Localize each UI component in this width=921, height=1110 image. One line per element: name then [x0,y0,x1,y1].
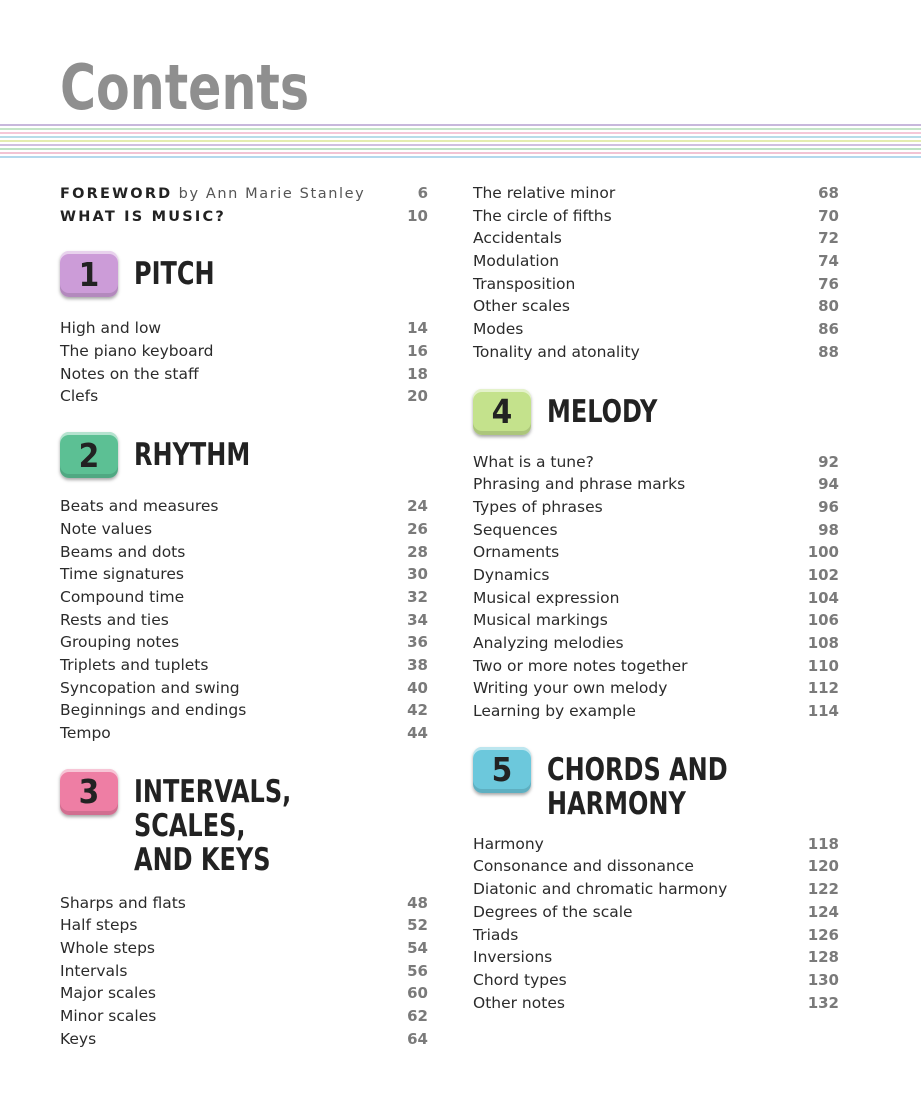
entry-page-number: 52 [407,916,428,935]
entry-title: Modulation [473,252,560,271]
entry-page-number: 122 [807,880,839,899]
entry-title: Accidentals [473,229,562,248]
section-number-badge: 2 [60,432,118,478]
stripe-line [0,140,921,142]
entry-title: Beams and dots [60,542,186,561]
entry-page-number: 24 [407,497,428,516]
toc-entry[interactable] [473,473,839,496]
section-title: PITCH [134,256,215,293]
entry-page-number: 26 [407,519,428,538]
entry-page-number: 88 [818,342,839,361]
entry-title: Two or more notes together [473,656,688,675]
entry-page-number: 74 [818,252,839,271]
entry-title: High and low [60,319,162,338]
entry-title: Learning by example [473,702,636,721]
spacer [60,297,428,317]
entry-title: Time signatures [60,565,184,584]
toc-entry[interactable] [473,250,839,273]
toc-entry[interactable] [60,1005,428,1028]
entry-page-number: 18 [407,364,428,383]
toc-entry[interactable] [473,924,839,947]
entry-page-number: 62 [407,1007,428,1026]
toc-front-entry[interactable] [60,182,428,205]
entry-page-number: 92 [818,452,839,471]
entry-page-number: 128 [807,948,839,967]
spacer [60,478,428,495]
section-heading [60,432,428,478]
section-heading [473,747,839,821]
entry-title: Degrees of the scale [473,902,633,921]
section-title: INTERVALS, SCALES, AND KEYS [134,773,292,878]
entry-title: Chord types [473,970,567,989]
section-number-badge: 1 [60,251,118,297]
stripe-line [0,128,921,130]
entry-title: Compound time [60,587,185,606]
entry-page-number: 86 [818,320,839,339]
toc-entry[interactable] [473,451,839,474]
toc-entry[interactable] [60,317,428,340]
entry-title: Phrasing and phrase marks [473,475,686,494]
entry-title: Half steps [60,916,138,935]
entry-page-number: 126 [807,925,839,944]
entry-page-number: 56 [407,961,428,980]
contents-column-left [60,182,428,1051]
entry-page-number: 102 [807,565,839,584]
entry-page-number: 6 [417,184,428,202]
toc-entry[interactable] [60,363,428,386]
entry-page-number: 104 [807,588,839,607]
entry-title: Whole steps [60,939,156,958]
toc-entry[interactable] [60,722,428,745]
toc-entry[interactable] [473,318,839,341]
toc-entry[interactable] [60,654,428,677]
entry-title: Rests and ties [60,610,169,629]
stripe-line [0,124,921,126]
entry-title: Ornaments [473,543,560,562]
entry-page-number: 110 [807,656,839,675]
entry-page-number: 72 [818,229,839,248]
toc-entry[interactable] [60,1028,428,1051]
toc-entry[interactable] [60,385,428,408]
entry-title: Triplets and tuplets [60,655,209,674]
toc-entry[interactable] [60,563,428,586]
stripe-line [0,156,921,158]
entry-page-number: 60 [407,984,428,1003]
contents-column-right [473,182,839,1014]
section-title: CHORDS AND HARMONY [547,751,728,822]
entry-page-number: 70 [818,206,839,225]
entry-title: Dynamics [473,565,550,584]
entry-title: Note values [60,519,153,538]
toc-entry[interactable] [60,631,428,654]
section-heading [60,251,428,297]
toc-entry[interactable] [60,518,428,541]
section-number-badge: 5 [473,747,531,793]
entry-page-number: 100 [807,543,839,562]
entry-page-number: 94 [818,475,839,494]
entry-title: Musical expression [473,588,620,607]
decorative-stripes [0,124,921,162]
toc-entry[interactable] [473,182,839,205]
entry-title: Transposition [473,274,576,293]
entry-page-number: 42 [407,701,428,720]
toc-entry[interactable] [473,677,839,700]
section-title: MELODY [547,393,658,430]
entry-page-number: 124 [807,902,839,921]
toc-entry[interactable] [473,541,839,564]
toc-entry[interactable] [473,878,839,901]
section-heading [60,769,428,877]
entry-title: Beats and measures [60,497,219,516]
entry-page-number: 76 [818,274,839,293]
toc-entry[interactable] [60,586,428,609]
stripe-line [0,152,921,154]
entry-page-number: 48 [407,893,428,912]
toc-entry[interactable] [473,632,839,655]
entry-page-number: 68 [818,184,839,202]
spacer [473,364,839,389]
page-title: Contents [60,51,310,124]
spacer [473,821,839,833]
toc-entry[interactable] [473,295,839,318]
entry-page-number: 96 [818,497,839,516]
entry-title: Types of phrases [473,497,603,516]
entry-title: Major scales [60,984,156,1003]
entry-page-number: 14 [407,319,428,338]
stripe-line [0,148,921,150]
toc-entry[interactable] [473,901,839,924]
foreword-author: by Ann Marie Stanley [172,186,366,202]
entry-title: Sharps and flats [60,893,186,912]
toc-entry[interactable] [60,960,428,983]
entry-title: Harmony [473,834,544,853]
entry-page-number: 38 [407,655,428,674]
entry-page-number: 112 [807,679,839,698]
stripe-line [0,132,921,134]
entry-title: Inversions [473,948,553,967]
toc-entry[interactable] [473,833,839,856]
toc-entry[interactable] [473,946,839,969]
entry-page-number: 10 [407,206,428,225]
entry-page-number: 114 [807,702,839,721]
entry-page-number: 106 [807,611,839,630]
entry-title: Diatonic and chromatic harmony [473,880,728,899]
toc-entry[interactable] [473,700,839,723]
toc-entry[interactable] [60,340,428,363]
entry-title: Notes on the staff [60,364,199,383]
spacer [60,408,428,432]
section-title: RHYTHM [134,437,251,474]
toc-entry[interactable] [473,341,839,364]
entry-page-number: 54 [407,939,428,958]
spacer [473,723,839,747]
toc-entry[interactable] [473,992,839,1015]
spacer [60,877,428,892]
toc-entry[interactable] [473,609,839,632]
toc-entry[interactable] [60,495,428,518]
entry-title: Clefs [60,387,99,406]
entry-title: Intervals [60,961,128,980]
stripe-line [0,136,921,138]
entry-page-number: 118 [807,834,839,853]
entry-title: Syncopation and swing [60,678,240,697]
toc-entry[interactable] [473,969,839,992]
entry-page-number: 44 [407,724,428,742]
toc-entry[interactable] [60,937,428,960]
front-label: WHAT IS MUSIC? [60,208,226,225]
toc-entry[interactable] [473,496,839,519]
entry-title: Modes [473,320,524,339]
entry-title: Other scales [473,297,570,316]
entry-title: Keys [60,1029,97,1048]
entry-title: Triads [473,925,519,944]
entry-title: Consonance and dissonance [473,857,694,876]
spacer [473,435,839,451]
entry-title: Minor scales [60,1007,157,1026]
entry-title: Analyzing melodies [473,634,624,652]
entry-title: What is a tune? [473,452,594,471]
entry-title: Tempo [60,724,111,742]
toc-front-entry[interactable] [60,205,428,228]
entry-title: The relative minor [473,184,616,202]
toc-entry[interactable] [60,609,428,632]
toc-entry[interactable] [473,855,839,878]
toc-entry[interactable] [60,699,428,722]
entry-title: The piano keyboard [60,342,214,361]
front-label: FOREWORD [60,186,173,202]
toc-entry[interactable] [60,892,428,915]
entry-title: Beginnings and endings [60,701,247,720]
toc-entry[interactable] [60,982,428,1005]
entry-page-number: 64 [407,1029,428,1048]
entry-page-number: 20 [407,387,428,406]
entry-title: The circle of fifths [473,206,612,225]
entry-page-number: 16 [407,342,428,361]
entry-title [60,183,365,206]
spacer [60,227,428,251]
entry-page-number: 108 [807,634,839,652]
toc-entry[interactable] [473,205,839,228]
entry-page-number: 28 [407,542,428,561]
stripe-line [0,144,921,146]
entry-page-number: 120 [807,857,839,876]
entry-page-number: 132 [807,993,839,1012]
entry-page-number: 130 [807,970,839,989]
entry-page-number: 34 [407,610,428,629]
entry-title: Grouping notes [60,633,180,652]
toc-entry[interactable] [60,541,428,564]
entry-title [60,206,226,229]
toc-entry[interactable] [60,677,428,700]
toc-entry[interactable] [473,655,839,678]
section-heading [473,389,839,435]
spacer [60,745,428,769]
section-number-badge: 3 [60,769,118,815]
toc-entry[interactable] [473,587,839,610]
entry-page-number: 40 [407,678,428,697]
toc-entry[interactable] [473,273,839,296]
toc-entry[interactable] [473,564,839,587]
toc-entry[interactable] [60,914,428,937]
entry-title: Tonality and atonality [473,342,640,361]
section-number-badge: 4 [473,389,531,435]
toc-entry[interactable] [473,519,839,542]
entry-title: Other notes [473,993,565,1012]
entry-page-number: 98 [818,520,839,539]
entry-page-number: 32 [407,587,428,606]
entry-page-number: 30 [407,565,428,584]
entry-title: Musical markings [473,611,608,630]
toc-entry[interactable] [473,227,839,250]
entry-page-number: 36 [407,633,428,652]
entry-title: Writing your own melody [473,679,668,698]
entry-page-number: 80 [818,297,839,316]
entry-title: Sequences [473,520,558,539]
